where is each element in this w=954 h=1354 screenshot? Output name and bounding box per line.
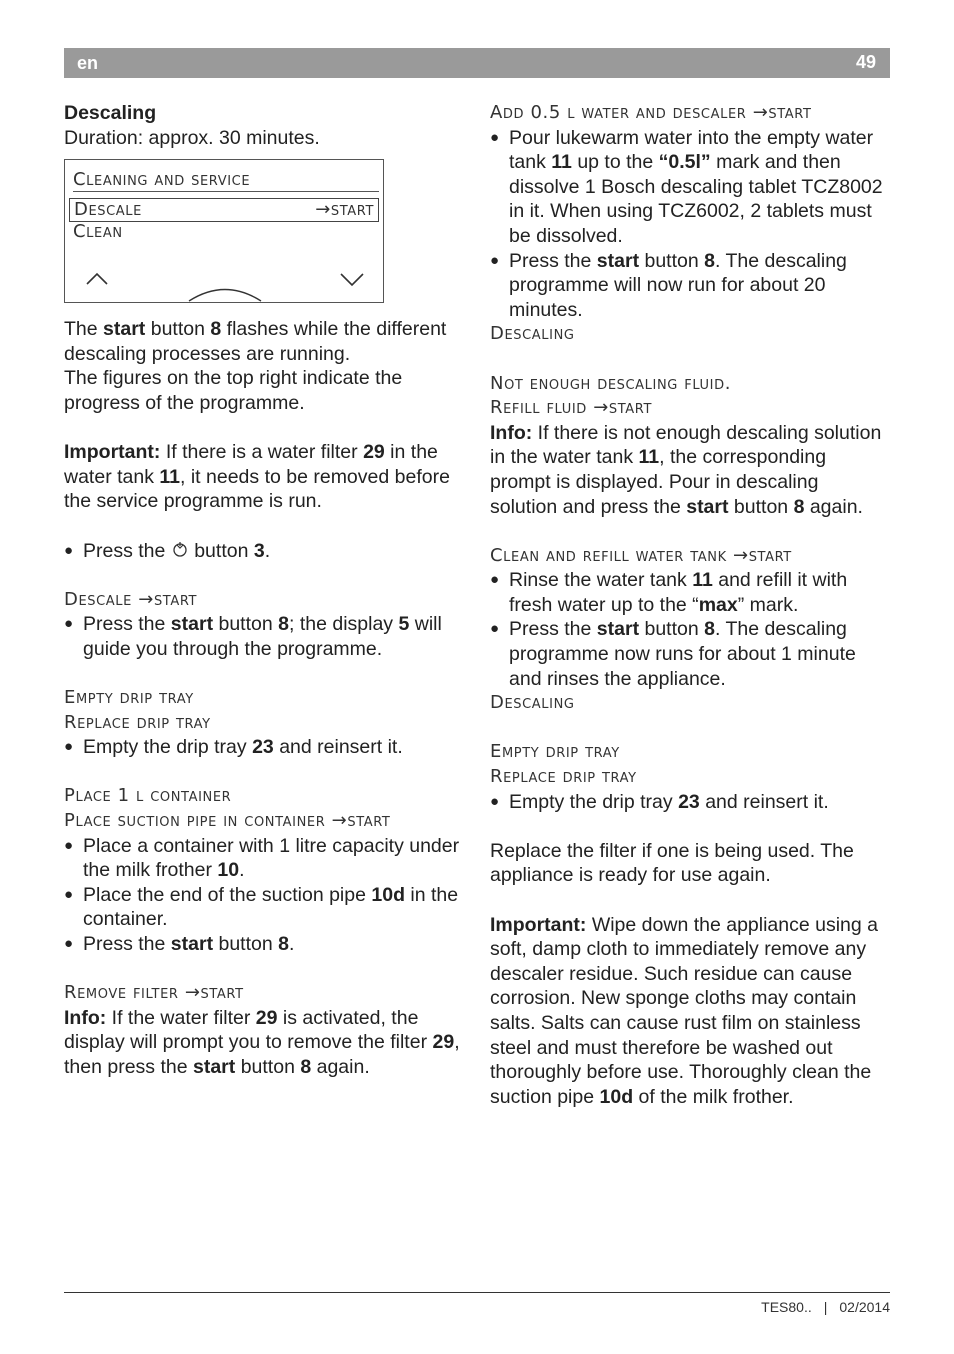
right-column <box>490 101 890 1109</box>
display-message: Replace drip tray <box>490 766 637 788</box>
header-bar <box>64 48 890 78</box>
care-symbol-icon <box>171 540 189 558</box>
list-item: ● Pour lukewarm water into the empty water tank 11 up to the “0.5l” mark and then dissolve 1 Bosch descaling tablet TCZ8002 in it. When using TCZ6002, 2 tablets must be dissolved. <box>490 126 890 249</box>
bullet-list <box>64 612 470 661</box>
chevron-up-icon <box>87 274 107 284</box>
list-item: ● Press the button 3. <box>64 539 470 564</box>
display-message: Descaling <box>490 692 575 714</box>
footer-date: 02/2014 <box>839 1299 890 1315</box>
display-message: Place suction pipe in container →start <box>64 810 391 832</box>
display-selected-item: Descale <box>74 199 142 221</box>
list-item: ● Press the start button 8. <box>64 932 470 957</box>
bullet-list <box>490 126 890 323</box>
rotary-knob-arc-icon <box>189 290 261 302</box>
display-message: Replace drip tray <box>64 711 211 733</box>
left-column <box>64 101 470 1080</box>
list-item: ● Press the start button 8; the display 5 will guide you through the programme. <box>64 612 470 661</box>
list-item: ● Empty the drip tray 23 and reinsert it. <box>64 735 470 760</box>
display-selected-action: →start <box>315 199 374 221</box>
language-label: en <box>77 53 99 73</box>
bullet-list <box>490 790 890 815</box>
page-number: 49 <box>855 52 876 72</box>
display-message: Place 1 l container <box>64 785 232 807</box>
display-message: Empty drip tray <box>64 687 194 709</box>
display-item-clean: Clean <box>73 221 123 243</box>
section-heading: Descaling <box>64 102 157 124</box>
chevron-down-icon <box>341 274 363 285</box>
footer-separator: | <box>823 1299 828 1315</box>
paragraph-replace-filter: Replace the filter if one is being used. The appliance is ready for use again. <box>490 839 854 887</box>
display-title: Cleaning and service <box>73 169 379 192</box>
display-message: Clean and refill water tank →start <box>490 544 792 566</box>
display-message: Descale →start <box>64 588 198 610</box>
display-message: Remove filter →start <box>64 982 244 1004</box>
info-note: Info: If the water filter 29 is activated, the display will prompt you to remove the filter 29, then press the start button 8 again. <box>64 1006 460 1078</box>
bullet-list <box>64 735 470 760</box>
info-note: Info: If there is not enough descaling solution in the water tank 11, the corresponding prompt is displayed. Pour in descaling solution and press the start button 8 again. <box>490 421 882 518</box>
footer-divider <box>64 1292 890 1293</box>
display-message: Refill fluid →start <box>490 397 652 419</box>
footer <box>761 1298 890 1316</box>
important-note: Important: If there is a water filter 29 in the water tank 11, it needs to be removed before the service programme is run. <box>64 441 450 513</box>
list-item: ● Place a container with 1 litre capacity under the milk frother 10. <box>64 834 470 883</box>
display-message: Add 0.5 l water and descaler →start <box>490 102 812 123</box>
paragraph-progress: The figures on the top right indicate the progress of the programme. <box>64 367 403 414</box>
bullet-list <box>490 568 890 691</box>
list-item: ● Place the end of the suction pipe 10d in the container. <box>64 883 470 932</box>
press-care-list <box>64 539 470 564</box>
display-message: Empty drip tray <box>490 741 620 763</box>
important-note: Important: Wipe down the appliance using a soft, damp cloth to immediately remove any descaler residue. Such residue can cause corrosion. New sponge cloths may contain salts. Salts can cause rust film on stainless steel and must therefore be washed out thoroughly before use. Thoroughly clean the suction pipe 10d of the milk frother. <box>490 913 879 1108</box>
model-number: TES80.. <box>761 1299 812 1315</box>
display-message: Descaling <box>490 323 575 345</box>
list-item: ● Press the start button 8. The descaling programme now runs for about 1 minute and rinses the appliance. <box>490 617 890 691</box>
display-message: Not enough descaling fluid. <box>490 372 732 394</box>
display-selected-row <box>69 198 379 222</box>
duration-text: Duration: approx. 30 minutes. <box>64 126 320 149</box>
bullet-list <box>64 834 470 957</box>
list-item: ● Press the start button 8. The descaling programme will now run for about 20 minutes. <box>490 249 890 323</box>
paragraph-start-flashes: The start button 8 flashes while the different descaling processes are running. <box>64 318 447 365</box>
display-illustration <box>64 159 384 303</box>
display-controls <box>65 262 383 302</box>
list-item: ● Empty the drip tray 23 and reinsert it. <box>490 790 890 815</box>
list-item: ● Rinse the water tank 11 and refill it with fresh water up to the “max” mark. <box>490 568 890 617</box>
